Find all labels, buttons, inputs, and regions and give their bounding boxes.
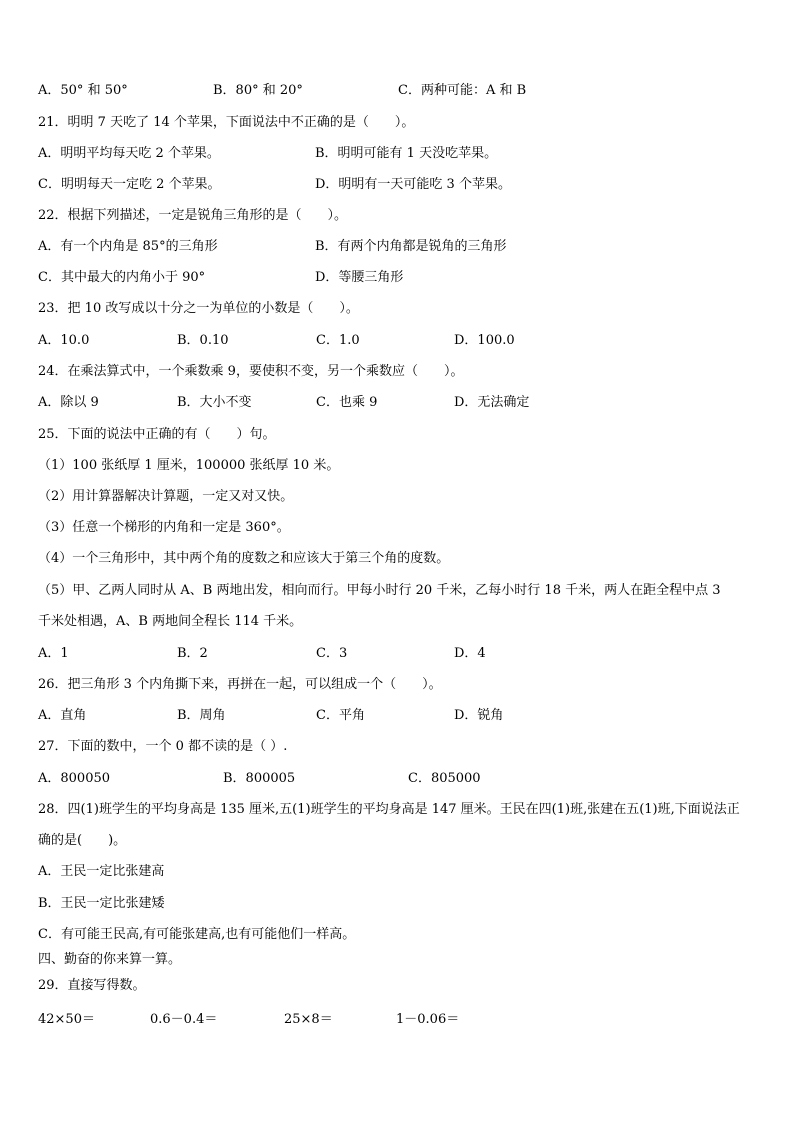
q25-item-1: （1）100 张纸厚 1 厘米，100000 张纸厚 10 米。 bbox=[38, 458, 340, 473]
q23-option-b: B．0.10 bbox=[177, 333, 229, 348]
q21-option-b: B．明明可能有 1 天没吃苹果。 bbox=[315, 146, 498, 161]
q21-option-a: A．明明平均每天吃 2 个苹果。 bbox=[38, 146, 220, 161]
q22-option-b: B．有两个内角都是锐角的三角形 bbox=[315, 239, 507, 254]
q21-option-c: C．明明每天一定吃 2 个苹果。 bbox=[38, 177, 221, 192]
q29-expressions bbox=[38, 1011, 768, 1029]
q21-stem: 21．明明 7 天吃了 14 个苹果，下面说法中不正确的是（ ）。 bbox=[38, 115, 415, 130]
q24-stem: 24．在乘法算式中，一个乘数乘 9，要使积不变，另一个乘数应（ ）。 bbox=[38, 364, 464, 379]
q20-option-b: B．80° 和 20° bbox=[213, 83, 303, 98]
q29-expr-2: 0.6－0.4＝ bbox=[150, 1012, 218, 1027]
q28-stem-line1: 28．四(1)班学生的平均身高是 135 厘米,五(1)班学生的平均身高是 147 厘米。王民在四(1)班,张建在五(1)班,下面说法正 bbox=[38, 802, 740, 817]
q23-options bbox=[38, 332, 768, 350]
q25-item-4: （4）一个三角形中，其中两个角的度数之和应该大于第三个角的度数。 bbox=[38, 551, 450, 566]
q25-option-d: D．4 bbox=[454, 646, 486, 661]
q26-option-a: A．直角 bbox=[38, 708, 87, 723]
q22-options-row2 bbox=[38, 269, 768, 287]
q23-option-a: A．10.0 bbox=[38, 333, 90, 348]
q26-option-d: D．锐角 bbox=[454, 708, 504, 723]
q25-stem: 25．下面的说法中正确的有（ ）句。 bbox=[38, 427, 276, 442]
q29-expr-4: 1－0.06＝ bbox=[396, 1012, 460, 1027]
q27-stem: 27．下面的数中，一个 0 都不读的是（ ）. bbox=[38, 739, 288, 754]
q29-expr-3: 25×8＝ bbox=[284, 1012, 333, 1027]
q29-stem: 29．直接写得数。 bbox=[38, 978, 146, 993]
q22-option-c: C．其中最大的内角小于 90° bbox=[38, 270, 206, 285]
q24-option-c: C．也乘 9 bbox=[316, 395, 378, 410]
q24-options bbox=[38, 394, 768, 412]
q28-stem-line2: 确的是( )。 bbox=[38, 833, 127, 848]
q25-item-3: （3）任意一个梯形的内角和一定是 360°。 bbox=[38, 520, 290, 535]
q20-options bbox=[38, 82, 768, 100]
q22-option-d: D．等腰三角形 bbox=[315, 270, 404, 285]
q25-item-5-line2: 千米处相遇，A、B 两地间全程长 114 千米。 bbox=[38, 614, 303, 629]
q22-options-row1 bbox=[38, 238, 768, 256]
q28-option-c: C．有可能王民高,有可能张建高,也有可能他们一样高。 bbox=[38, 927, 356, 942]
q23-stem: 23．把 10 改写成以十分之一为单位的小数是（ ）。 bbox=[38, 301, 359, 316]
q25-option-c: C．3 bbox=[316, 646, 348, 661]
q24-option-d: D．无法确定 bbox=[454, 395, 530, 410]
q23-option-c: C．1.0 bbox=[316, 333, 360, 348]
q27-option-a: A．800050 bbox=[38, 771, 111, 786]
q26-option-b: B．周角 bbox=[177, 708, 226, 723]
q25-options bbox=[38, 645, 768, 663]
q23-option-d: D．100.0 bbox=[454, 333, 515, 348]
q24-option-a: A．除以 9 bbox=[38, 395, 99, 410]
section-4-title: 四、勤奋的你来算一算。 bbox=[38, 952, 182, 967]
q25-item-2: （2）用计算器解决计算题，一定又对又快。 bbox=[38, 489, 294, 504]
q21-options-row2 bbox=[38, 176, 768, 194]
q24-option-b: B．大小不变 bbox=[177, 395, 252, 410]
q26-options bbox=[38, 707, 768, 725]
q25-option-a: A．1 bbox=[38, 646, 69, 661]
q27-options bbox=[38, 770, 768, 788]
q26-stem: 26．把三角形 3 个内角撕下来，再拼在一起，可以组成一个（ ）。 bbox=[38, 677, 442, 692]
q26-option-c: C．平角 bbox=[316, 708, 365, 723]
q22-option-a: A．有一个内角是 85°的三角形 bbox=[38, 239, 218, 254]
q20-option-a: A．50° 和 50° bbox=[38, 83, 128, 98]
q27-option-c: C．805000 bbox=[408, 771, 481, 786]
q21-option-d: D．明明有一天可能吃 3 个苹果。 bbox=[315, 177, 511, 192]
q27-option-b: B．800005 bbox=[223, 771, 296, 786]
q20-option-c: C．两种可能：A 和 B bbox=[398, 83, 527, 98]
q25-item-5-line1: （5）甲、乙两人同时从 A、B 两地出发，相向而行。甲每小时行 20 千米，乙每小时行 18 千米，两人在距全程中点 3 bbox=[38, 583, 721, 598]
q25-option-b: B．2 bbox=[177, 646, 208, 661]
q28-option-a: A．王民一定比张建高 bbox=[38, 864, 165, 879]
q22-stem: 22．根据下列描述，一定是锐角三角形的是（ ）。 bbox=[38, 208, 348, 223]
q21-options-row1 bbox=[38, 145, 768, 163]
q28-option-b: B．王民一定比张建矮 bbox=[38, 896, 165, 911]
q29-expr-1: 42×50＝ bbox=[38, 1012, 95, 1027]
